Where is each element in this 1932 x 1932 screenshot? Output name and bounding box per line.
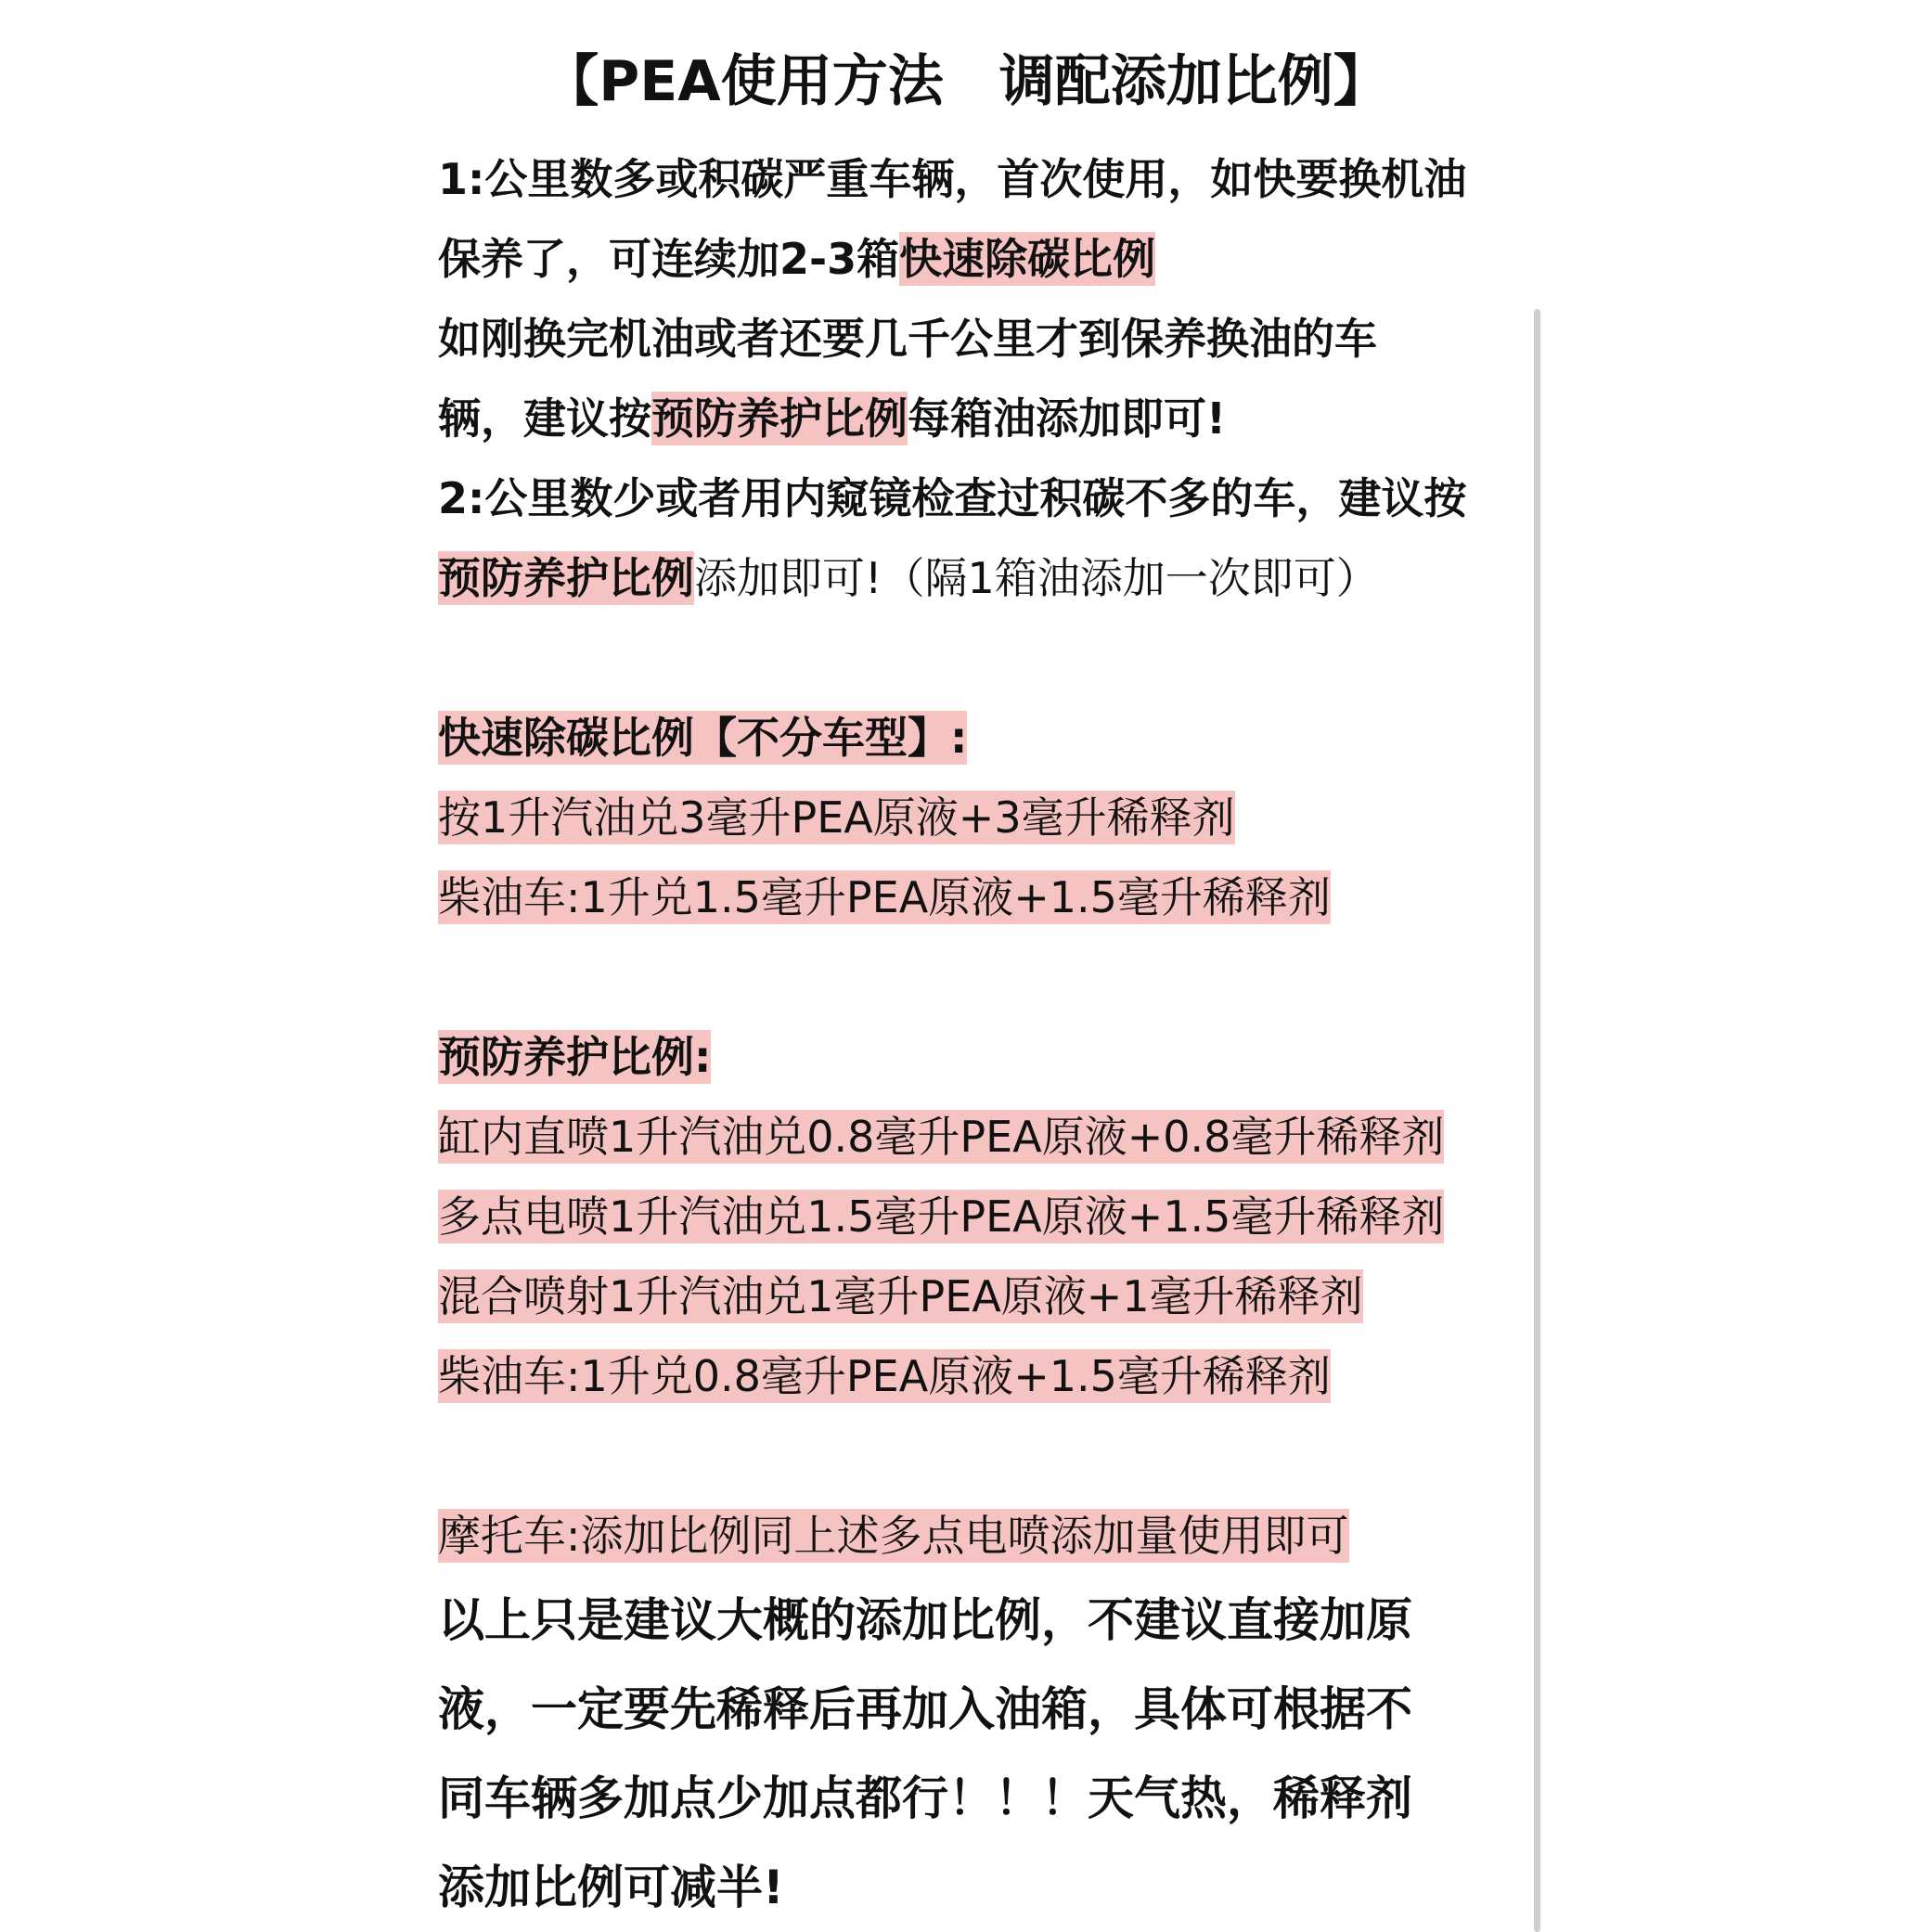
intro-text: 如刚换完机油或者还要几千公里才到保养换油的车 (438, 314, 1377, 364)
intro-text: 1:公里数多或积碳严重车辆，首次使用，如快要换机油 (438, 154, 1467, 204)
intro-line-3 (438, 299, 1533, 379)
intro-text: 每箱油添加即可! (908, 393, 1226, 444)
ratio-text: 多点电喷1升汽油兑1.5毫升PEA原液+1.5毫升稀释剂 (438, 1191, 1445, 1242)
page-title: 【PEA使用方法 调配添加比例】 (543, 49, 1389, 114)
highlight-prevent-ratio: 预防养护比例 (438, 553, 694, 603)
vertical-scrollbar[interactable] (1534, 309, 1540, 1932)
spacer (438, 618, 1533, 698)
motorcycle-line (438, 1496, 1533, 1576)
spacer (438, 1416, 1533, 1496)
intro-text: 添加即可!（隔1箱油添加一次即可） (694, 553, 1379, 603)
ratio-text: 缸内直喷1升汽油兑0.8毫升PEA原液+0.8毫升稀释剂 (438, 1112, 1445, 1162)
ratio-text: 按1升汽油兑3毫升PEA原液+3毫升稀释剂 (438, 792, 1235, 843)
highlight-fast-ratio: 快速除碳比例 (899, 234, 1156, 284)
intro-line-4 (438, 379, 1533, 458)
fast-ratio-line (438, 778, 1533, 857)
section-heading: 预防养护比例: (438, 1032, 712, 1082)
intro-line-5 (438, 458, 1533, 538)
final-note-line: 以上只是建议大概的添加比例，不建议直接加原 (438, 1593, 1412, 1647)
final-note-line: 添加比例可减半! (438, 1861, 784, 1914)
intro-text: 辆，建议按 (438, 393, 651, 444)
prevent-ratio-line (438, 1336, 1533, 1416)
fast-section-heading (438, 698, 1533, 778)
intro-line-6 (438, 538, 1533, 618)
intro-text: 保养了，可连续加2-3箱 (438, 234, 900, 284)
final-note (438, 1576, 1533, 1932)
content-body (438, 139, 1533, 1932)
highlight-prevent-ratio: 预防养护比例 (651, 393, 908, 444)
ratio-text: 柴油车:1升兑1.5毫升PEA原液+1.5毫升稀释剂 (438, 872, 1331, 922)
fast-ratio-line (438, 857, 1533, 937)
prevent-section-heading (438, 1017, 1533, 1097)
intro-line-2 (438, 219, 1533, 299)
final-note-line: 同车辆多加点少加点都行！！！天气热，稀释剂 (438, 1771, 1412, 1825)
intro-line-1 (438, 139, 1533, 219)
ratio-text: 混合喷射1升汽油兑1毫升PEA原液+1毫升稀释剂 (438, 1271, 1363, 1321)
prevent-ratio-line (438, 1177, 1533, 1256)
ratio-text: 柴油车:1升兑0.8毫升PEA原液+1.5毫升稀释剂 (438, 1351, 1331, 1401)
spacer (438, 937, 1533, 1017)
section-heading: 快速除碳比例【不分车型】: (438, 713, 968, 763)
final-note-line: 液，一定要先稀释后再加入油箱，具体可根据不 (438, 1682, 1412, 1736)
intro-text: 2:公里数少或者用内窥镜检查过积碳不多的车，建议按 (438, 473, 1467, 523)
prevent-ratio-line (438, 1256, 1533, 1336)
ratio-text: 摩托车:添加比例同上述多点电喷添加量使用即可 (438, 1511, 1349, 1561)
prevent-ratio-line (438, 1097, 1533, 1177)
